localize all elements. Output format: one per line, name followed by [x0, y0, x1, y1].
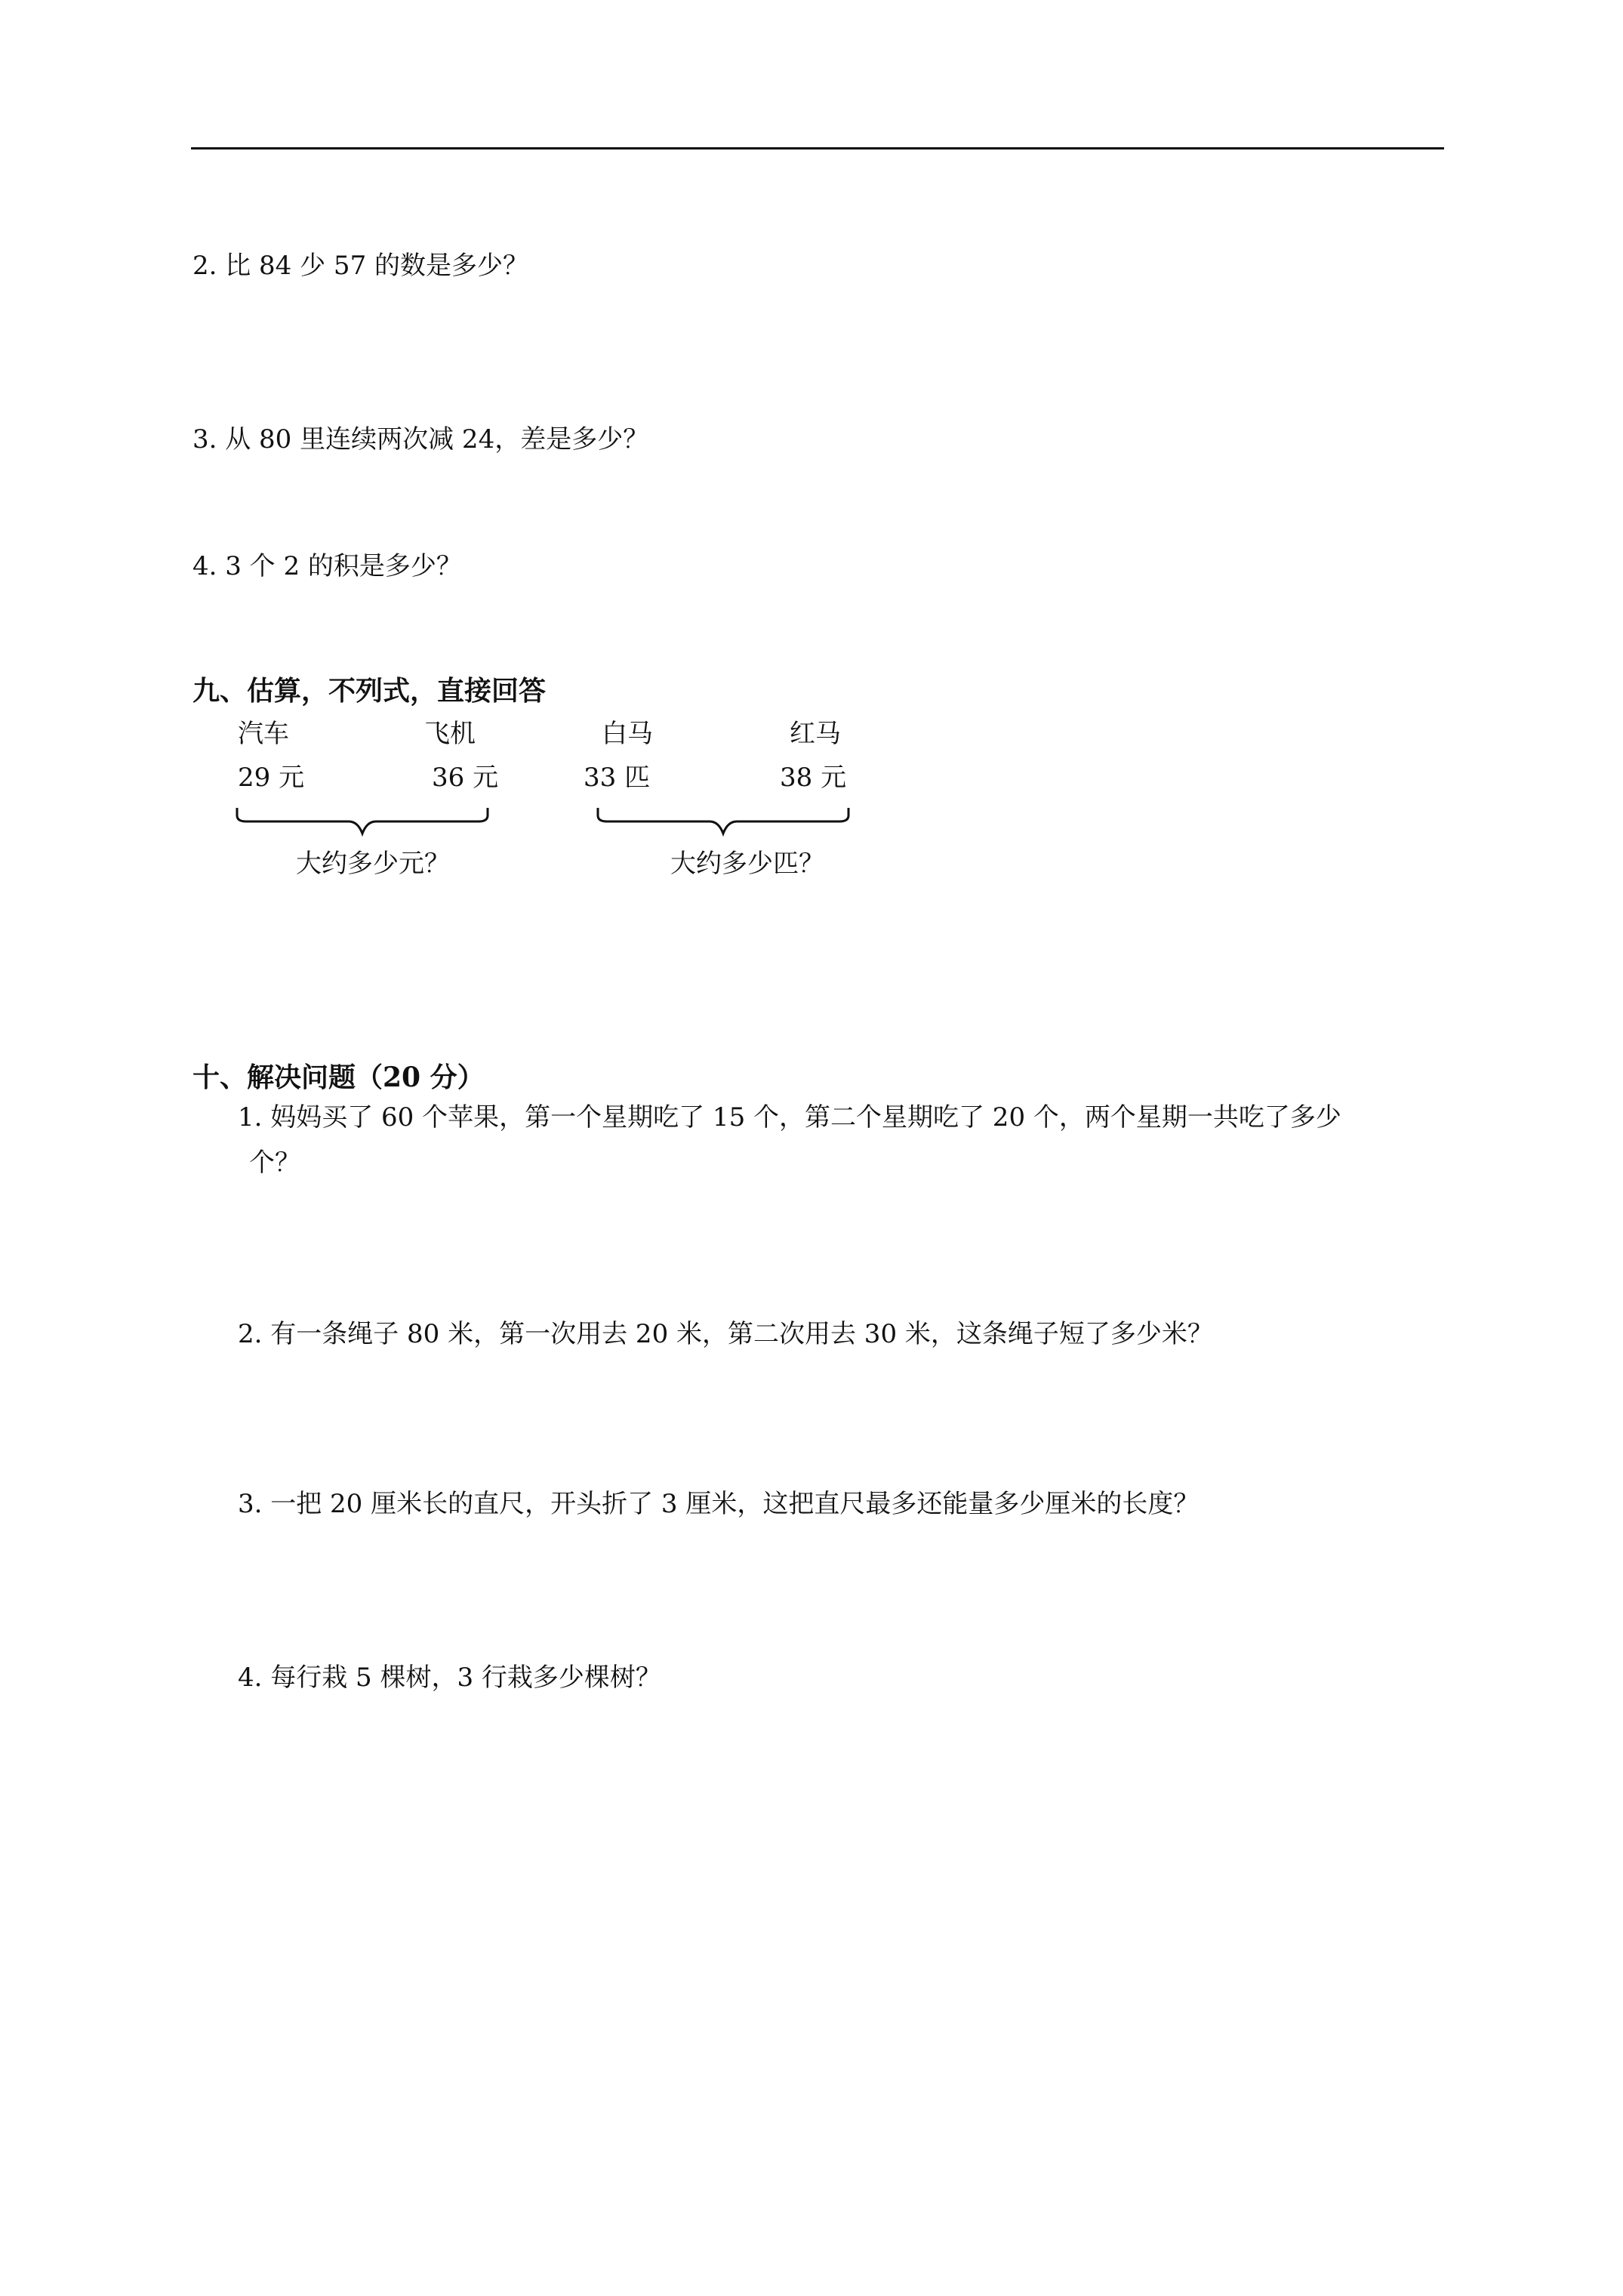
- item-white-horse-label: 白马: [602, 719, 653, 749]
- brace-2-icon: [596, 806, 853, 837]
- header-rule: [191, 147, 1444, 149]
- item-car-price: 29 元: [238, 763, 305, 793]
- item-red-horse-label: 红马: [790, 719, 841, 749]
- group-2-question: 大约多少匹？: [670, 849, 824, 879]
- item-white-horse-count: 33 匹: [584, 763, 651, 793]
- section-10-title: 十、解决问题（20 分）: [192, 1062, 485, 1093]
- problem-2: 2. 有一条绳子 80 米，第一次用去 20 米，第二次用去 30 米，这条绳子短了多少米？: [238, 1319, 1213, 1349]
- group-1-question: 大约多少元？: [296, 849, 450, 879]
- problem-4: 4. 每行栽 5 棵树，3 行栽多少棵树？: [238, 1663, 661, 1693]
- problem-1-line-2: 个？: [249, 1148, 300, 1178]
- problem-1-line-1: 1. 妈妈买了 60 个苹果，第一个星期吃了 15 个，第二个星期吃了 20 个，两个星期一共吃了多少: [238, 1102, 1341, 1133]
- question-3: 3. 从 80 里连续两次减 24，差是多少？: [192, 424, 649, 455]
- question-4: 4. 3 个 2 的积是多少？: [192, 551, 462, 581]
- item-red-horse-count: 38 元: [780, 763, 847, 793]
- brace-1-icon: [236, 806, 492, 837]
- item-plane-label: 飞机: [424, 719, 476, 749]
- item-car-label: 汽车: [238, 719, 289, 749]
- item-plane-price: 36 元: [432, 763, 499, 793]
- question-2: 2. 比 84 少 57 的数是多少？: [192, 251, 529, 281]
- section-9-title: 九、估算，不列式，直接回答: [192, 675, 547, 707]
- problem-3: 3. 一把 20 厘米长的直尺，开头折了 3 厘米，这把直尺最多还能量多少厘米的长度？: [238, 1489, 1200, 1519]
